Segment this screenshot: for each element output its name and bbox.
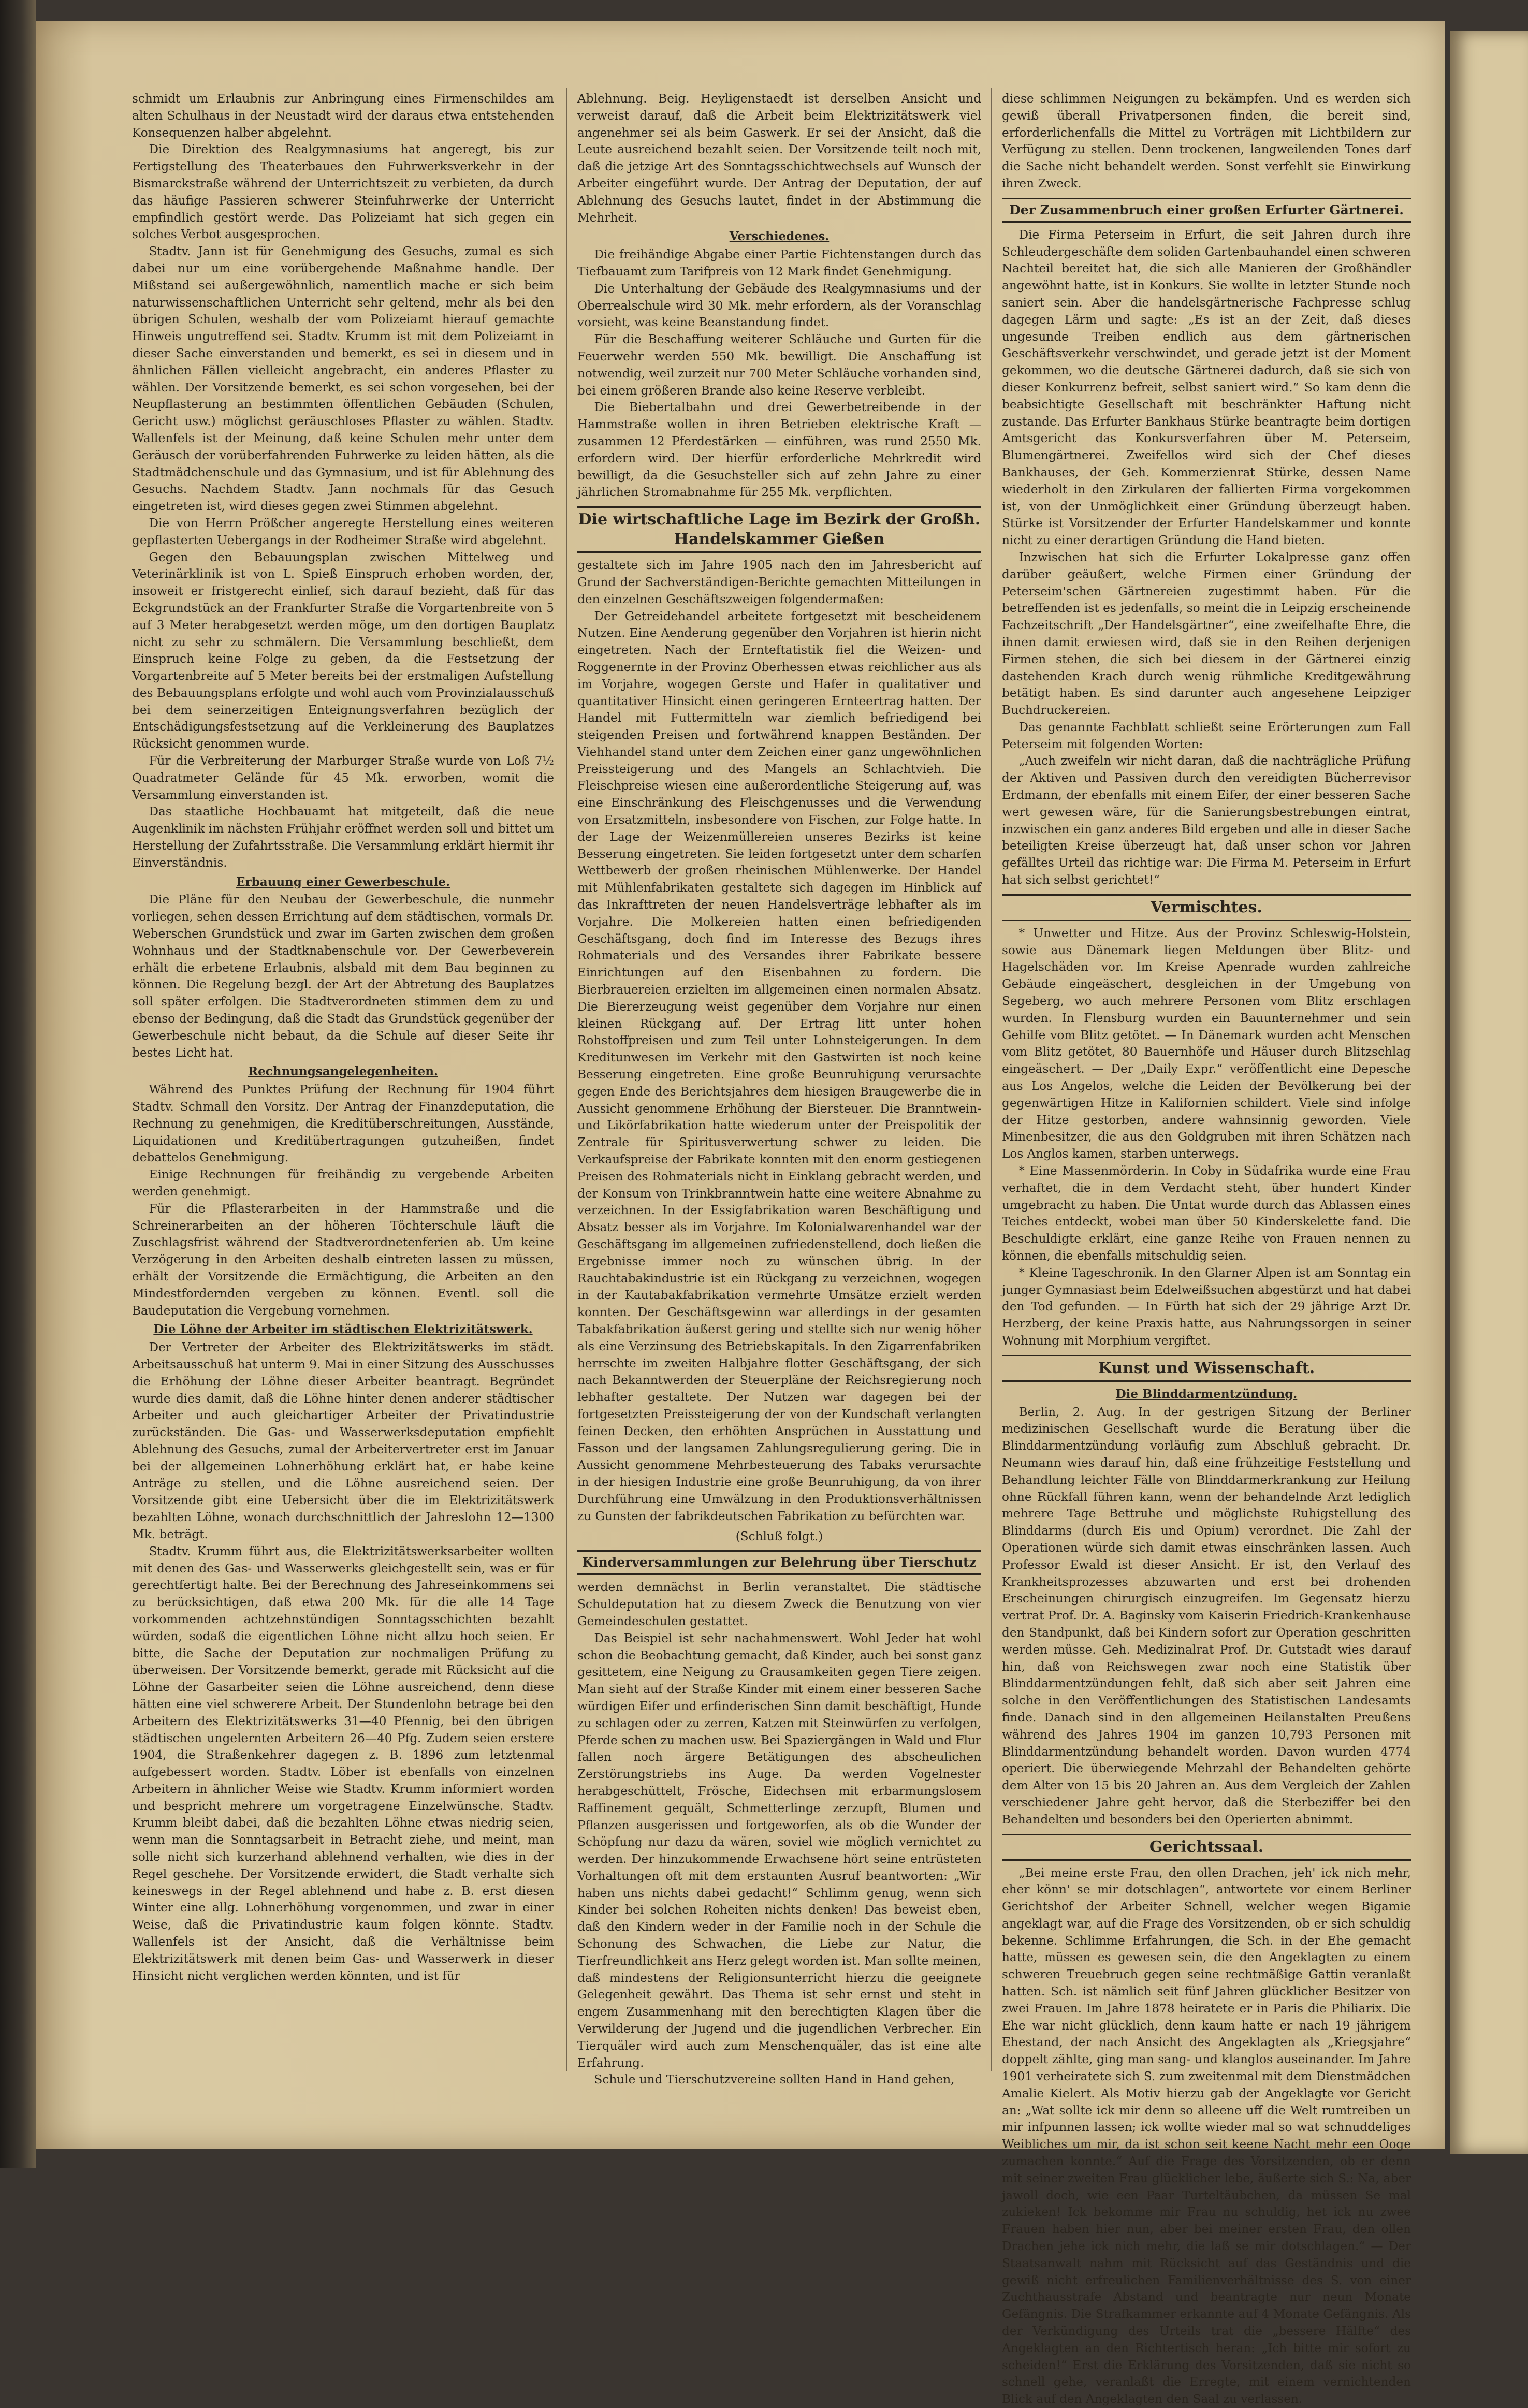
column-rule-2 [991,88,992,2071]
paragraph: schmidt um Erlaubnis zur Anbringung eines Firmenschildes am alten Schulhaus in der Neustadt wird der daraus etwa entstehenden Konsequenzen halber abgelehnt. [132,91,554,141]
paragraph: Die von Herrn Prößcher angeregte Herstellung eines weiteren gepflasterten Uebergangs in der Rodheimer Straße wird abgelehnt. [132,515,554,549]
paragraph: Einige Rechnungen für freihändig zu vergebende Arbeiten werden genehmigt. [132,1166,554,1201]
paragraph: Ablehnung. Beig. Heyligenstaedt ist derselben Ansicht und verweist darauf, daß die Arbeit beim Elektrizitätswerk viel angenehmer sei als beim Gaswerk. Er sei der Ansicht, daß die Leute ausreichend bezahlt seien. Der Vorsitzende teilt noch mit, daß die jetzige Art des Sonntagsschichtwechsels auf Wunsch der Arbeiter eingeführt wurde. Der Antrag der Deputation, der auf Ablehnung des Gesuchs lautet, findet in der Abstimmung die Mehrheit. [577,91,981,226]
paragraph: Der Vertreter der Arbeiter des Elektrizitätswerks im städt. Arbeitsausschuß hat unterm 9. Mai in einer Sitzung des Ausschusses die Erhöhung der Löhne dieser Arbeiter beantragt. Begründet wurde dies damit, daß die Löhne hinter denen anderer städtischer Arbeiter und auch gleichartiger Arbeiter der Privatindustrie zurückständen. Die Gas- und Wasserwerksdeputation empfiehlt Ablehnung des Gesuchs, zumal der Arbeitervertreter erst im Januar bei der allgemeinen Lohnerhöhung erklärt hat, er habe keine Anträge zu stellen, und die Löhne ausreichend seien. Der Vorsitzende gibt eine Uebersicht über die im Elektrizitätswerk bezahlten Löhne, wonach durchschnittlich der Jahreslohn 12—1300 Mk. beträgt. [132,1339,554,1543]
article-headline: Kinderversammlungen zur Belehrung über Tierschutz [577,1550,981,1575]
paragraph: Die Biebertalbahn und drei Gewerbetreibende in der Hammstraße wollen in ihren Betrieben elektrische Kraft — zusammen 12 Pferdestärken — einführen, was rund 2550 Mk. erfordern wird. Der hierfür erforderliche Mehrkredit wird bewilligt, da die Gesuchsteller sich auf zehn Jahre zu einer jährlichen Stromabnahme für 255 Mk. verpflichten. [577,399,981,501]
paragraph: Für die Beschaffung weiterer Schläuche und Gurten für die Feuerwehr werden 550 Mk. bewilligt. Die Anschaffung ist notwendig, weil zurzeit nur 700 Meter Schläuche vorhanden sind, bei einem größeren Brande also keine Reserve verbleibt. [577,331,981,399]
paragraph: Stadtv. Jann ist für Genehmigung des Gesuchs, zumal es sich dabei nur um eine vorübergehende Maßnahme handle. Der Mißstand sei außergewöhnlich, namentlich mache er sich beim naturwissenschaftlichen Unterricht sehr geltend, mehr als bei den übrigen Schulen, weshalb der vom Polizeiamt hierauf gemachte Hinweis ungutreffend sei. Stadtv. Krumm ist mit dem Polizeiamt in dieser Sache einverstanden und bemerkt, es sei in diesem und in ähnlichen Fällen vielleicht angebracht, ein anderes Pflaster zu wählen. Der Vorsitzende bemerkt, es sei schon vorgesehen, bei der Neupflasterung an bestimmten öffentlichen Gebäuden (Schulen, Gericht usw.) möglichst geräuschloses Pflaster zu wählen. Stadtv. Wallenfels ist der Meinung, daß keine Schulen mehr unter dem Geräusch der vorüberfahrenden Fuhrwerke zu leiden hätten, als die Stadtmädchenschule und das Gymnasium, und ist für Ablehnung des Gesuchs. Nachdem Stadtv. Jann nochmals für das Gesuch eingetreten ist, wird dieses gegen zwei Stimmen abgelehnt. [132,243,554,515]
column-2 [577,91,981,2068]
paragraph: diese schlimmen Neigungen zu bekämpfen. Und es werden sich gewiß überall Privatpersonen finden, die bereit sind, erforderlichenfalls die Mittel zu Vorträgen mit Lichtbildern zur Verfügung zu stellen. Denn trockenen, langweilenden Tones darf die Sache nicht behandelt werden. Sonst verfehlt sie Einwirkung ihren Zweck. [1002,91,1411,193]
paragraph: * Eine Massenmörderin. In Coby in Südafrika wurde eine Frau verhaftet, die in dem Verdacht steht, über hundert Kinder umgebracht zu haben. Die Untat wurde durch das Ablassen eines Teiches entdeckt, wobei man über 50 Kinderskelette fand. Die Beschuldigte erklärt, eine ganze Reihe von Frauen nennen zu können, die ebenfalls mitschuldig seien. [1002,1163,1411,1265]
column-3 [1002,91,1411,2068]
paragraph: Während des Punktes Prüfung der Rechnung für 1904 führt Stadtv. Schmall den Vorsitz. Der Antrag der Finanzdeputation, die Rechnung zu genehmigen, die Kreditüberschreitungen, Ausstände, Liquidationen und Kreditübertragungen gutzuheißen, findet debattelos Genehmigung. [132,1082,554,1166]
continued-note: (Schluß folgt.) [577,1528,981,1545]
subheading: Erbauung einer Gewerbeschule. [132,874,554,891]
subheading: Verschiedenes. [577,228,981,245]
paragraph: Stadtv. Krumm führt aus, die Elektrizitätswerksarbeiter wollten mit denen des Gas- und Wasserwerks gleichgestellt sein, was er für gerechtfertigt halte. Bei der Berechnung des Jahreseinkommens sei zu berücksichtigen, daß etwa 200 Mk. für die alle 14 Tage vorkommenden achtzehnstündigen Sonntagsschichten bezahlt würden, sodaß die eigentlichen Löhne nicht allzu hoch seien. Er bitte, die Sache der Deputation zur nochmaligen Prüfung zu überweisen. Der Vorsitzende bemerkt, gerade mit Rücksicht auf die Löhne der Gasarbeiter seien die Löhne ausreichend, denn diese hätten eine viel schwerere Arbeit. Der Stundenlohn betrage bei den Arbeitern des Elektrizitätswerks 31—40 Pfennig, bei den übrigen städtischen ungelernten Arbeitern 26—40 Pfg. Zudem seien erstere 1904, die Straßenkehrer dagegen z. B. 1896 zum letztenmal aufgebessert worden. Stadtv. Löber ist ebenfalls von einzelnen Arbeitern in ähnlicher Weise wie Stadtv. Krumm informiert worden und bespricht mehrere um vorgetragene Einzelwünsche. Stadtv. Krumm bleibt dabei, daß die bezahlten Löhne etwas niedrig seien, wenn man die Sonntagsarbeit in Betracht ziehe, und meint, man solle nicht sich kurzerhand ablehnend verhalten, wie dies in der Regel geschehe. Der Vorsitzende erwidert, die Stadt verhalte sich keineswegs in der Regel ablehnend und habe z. B. erst diesen Winter eine allg. Lohnerhöhung vorgenommen, und zwar in einer Weise, daß die Privatindustrie kaum folgen könnte. Stadtv. Wallenfels ist der Ansicht, daß die Verhältnisse beim Elektrizitätswerk mit denen beim Gas- und Wasserwerk in dieser Hinsicht nicht verglichen werden könnten, und ist für [132,1543,554,1985]
paragraph: Die Pläne für den Neubau der Gewerbeschule, die nunmehr vorliegen, sehen dessen Errichtung auf dem städtischen, vormals Dr. Weberschen Grundstück und zwar im Garten zwischen dem großen Wohnhaus und der Stadtknabenschule vor. Der Gewerbeverein erhält die erbetene Erlaubnis, alsbald mit dem Bau beginnen zu können. Die Regelung bezgl. der Art der Abtretung des Bauplatzes soll später erfolgen. Die Stadtverordneten stimmen dem zu und ebenso der Bedingung, daß die Stadt das Grundstück gegenüber der Gewerbeschule nicht bebaut, da die Schule auf dieser Seite ihr bestes Licht hat. [132,892,554,1061]
section-headline: Vermischtes. [1002,894,1411,921]
section-headline: Kunst und Wissenschaft. [1002,1355,1411,1382]
paragraph: Schule und Tierschutzvereine sollten Hand in Hand gehen, [577,2071,981,2089]
paragraph: Die Firma Peterseim in Erfurt, die seit Jahren durch ihre Schleudergeschäfte dem soliden Gartenbauhandel einen schweren Nachteil bereitet hat, die sich alle Manieren der Großhändler angewöhnt hatte, ist in Konkurs. Sie wollte in letzter Stunde noch saniert sein. Aber die handelsgärtnerische Fachpresse schlug dagegen Lärm und sagte: „Es ist an der Zeit, daß dieses ungesunde Treiben endlich aus dem gärtnerischen Geschäftsverkehr verschwindet, und gerade jetzt ist der Moment gekommen, wo die deutsche Gärtnerei dadurch, daß sie sich von dieser Konkurrenz befreit, selbst saniert wird.“ So kam denn die beabsichtigte Gesellschaft mit beschränkter Haftung nicht zustande. Das Erfurter Bankhaus Stürke beantragte beim dortigen Amtsgericht das Konkursverfahren über M. Peterseim, Blumengärtnerei. Zweifellos wird sich der Chef dieses Bankhauses, der Geh. Kommerzienrat Stürke, dessen Name wiederholt in den Zirkularen der fallierten Firma vorgekommen ist, von der Unmöglichkeit einer Gründung überzeugt haben. Stürke ist Vorsitzender der Erfurter Handelskammer und konnte nicht zu einer derartigen Gründung die Hand bieten. [1002,227,1411,549]
section-headline: Gerichtssaal. [1002,1834,1411,1861]
paragraph: Berlin, 2. Aug. In der gestrigen Sitzung der Berliner medizinischen Gesellschaft wurde die Beratung über die Blinddarmentzündung vorläufig zum Abschluß gebracht. Dr. Neumann wies darauf hin, daß eine frühzeitige Feststellung und Behandlung leichter Fälle von Blinddarmerkrankung zur Heilung ohne Rückfall führen kann, wenn der behandelnde Arzt lediglich mehrere Tage Bettruhe und möglichste Ruhigstellung des Blinddarms (durch Eis und Opium) verordnet. Die Zahl der Operationen würde sich damit etwas einschränken lassen. Auch Professor Ewald ist dieser Ansicht. Er ist, den Verlauf des Krankheitsprozesses abzuwarten und erst bei drohenden Erscheinungen chirurgisch einzugreifen. Im Gegensatz hierzu vertrat Prof. Dr. A. Baginsky vom Kaiserin Friedrich-Krankenhause den Standpunkt, daß bei Kindern sofort zur Operation geschritten werden müsse. Geh. Medizinalrat Prof. Dr. Gutstadt wies darauf hin, daß von Reichswegen zwar noch eine Statistik über Blinddarmentzündungen fehlt, daß sich aber seit Jahren eine solche in den Veröffentlichungen des Statistischen Landesamts finde. Danach sind in den allgemeinen Heilanstalten Preußens während des Jahres 1904 im ganzen 10,793 Personen mit Blinddarmentzündung behandelt worden. Davon wurden 4774 operiert. Die überwiegende Mehrzahl der Behandelten gehörte dem Alter von 15 bis 20 Jahren an. Aus dem Vergleich der Zahlen verschiedener Jahre geht hervor, daß die Sterbeziffer bei den Behandelten und besonders bei den Operierten abnimmt. [1002,1404,1411,1829]
paragraph: Gegen den Bebauungsplan zwischen Mittelweg und Veterinärklinik ist von L. Spieß Einspruch erhoben worden, der, insoweit er fristgerecht einlief, sich darauf bezieht, daß für das Eckgrundstück an der Frankfurter Straße die Vorgartenbreite von 5 auf 3 Meter herabgesetzt werden möge, um den dortigen Bauplatz nicht zu sehr zu schmälern. Die Versammlung beschließt, dem Einspruch keine Folge zu geben, da die Festsetzung der Vorgartenbreite auf 5 Meter bereits bei der erstmaligen Aufstellung des Bebauungsplans erfolgte und wohl auch vom Provinzialausschuß bei dem seinerzeitigen Enteignungsverfahren bezüglich der Entschädigungsfestsetzung auf die Verkleinerung des Bauplatzes Rücksicht genommen wurde. [132,549,554,753]
paragraph: * Kleine Tageschronik. In den Glarner Alpen ist am Sonntag ein junger Gymnasiast beim Edelweißsuchen abgestürzt und hat dabei den Tod gefunden. — In Fürth hat sich der 29 jährige Arzt Dr. Herzberg, der keine Praxis hatte, aus Nahrungssorgen in seiner Wohnung mit Morphium vergiftet. [1002,1265,1411,1350]
paragraph: „Auch zweifeln wir nicht daran, daß die nachträgliche Prüfung der Aktiven und Passiven durch den vereidigten Bücherrevisor Erdmann, der ebenfalls mit einem Eifer, der einer besseren Sache wert gewesen wäre, für die Sanierungsbestrebungen eintrat, inzwischen ein ganz anderes Bild ergeben und alle in dieser Sache beteiligten Kreise überzeugt hat, daß unser schon vor Jahren gefälltes Urteil das richtige war: Die Firma M. Peterseim in Erfurt hat sich selbst gerichtet!“ [1002,753,1411,888]
subheading: Die Blinddarmentzündung. [1002,1386,1411,1403]
paragraph: Die Direktion des Realgymnasiums hat angeregt, bis zur Fertigstellung des Theaterbaues den Fuhrwerksverkehr in der Bismarckstraße während der Unterrichtszeit zu verbieten, da durch das häufige Passieren schwerer Steinfuhrwerke der Unterricht empfindlich gestört werde. Das Polizeiamt hat sich gegen ein solches Verbot ausgesprochen. [132,141,554,243]
article-headline: Der Zusammenbruch einer großen Erfurter Gärtnerei. [1002,198,1411,223]
paragraph: Das genannte Fachblatt schließt seine Erörterungen zum Fall Peterseim mit folgenden Worten: [1002,719,1411,753]
paragraph: Das staatliche Hochbauamt hat mitgeteilt, daß die neue Augenklinik im nächsten Frühjahr eröffnet werden soll und bittet um Herstellung der Zufahrtsstraße. Die Versammlung erklärt hiermit ihr Einverständnis. [132,804,554,871]
paragraph: Für die Verbreiterung der Marburger Straße wurde von Loß 7½ Quadratmeter Gelände für 45 Mk. erworben, womit die Versammlung einverstanden ist. [132,753,554,804]
paragraph: gestaltete sich im Jahre 1905 nach den im Jahresbericht auf Grund der Sachverständigen-Berichte gemachten Mitteilungen in den einzelnen Geschäftszweigen folgendermaßen: [577,557,981,608]
paragraph: werden demnächst in Berlin veranstaltet. Die städtische Schuldeputation hat zu diesem Zweck die Benutzung von vier Gemeindeschulen gestattet. [577,1579,981,1630]
adjacent-page-edge [1450,31,1528,2154]
paragraph: Die Unterhaltung der Gebäude des Realgymnasiums und der Oberrealschule wird 30 Mk. mehr erfordern, als der Voranschlag vorsieht, was keine Beanstandung findet. [577,281,981,331]
paragraph: Inzwischen hat sich die Erfurter Lokalpresse ganz offen darüber geäußert, welche Firmen einer Gründung der Peterseim'schen Gärtnereien zugestimmt haben. Für die betreffenden ist es jedenfalls, so meint die in Leipzig erscheinende Fachzeitschrift „Der Handelsgärtner“, eine zweifelhafte Ehre, die ihnen damit erwiesen wird, daß sie in den Reihen derjenigen Firmen stehen, die sich bei diesem in der Gärtnerei einzig dastehenden Krach durch wenig rühmliche Kreditgewährung betätigt haben. Es sind darunter auch angesehene Leipziger Buchdruckereien. [1002,549,1411,719]
paragraph: * Unwetter und Hitze. Aus der Provinz Schleswig-Holstein, sowie aus Dänemark liegen Meldungen über Blitz- und Hagelschäden vor. Im Kreise Apenrade wurden zahlreiche Gebäude eingeäschert, desgleichen in der Umgebung von Segeberg, wo auch mehrere Personen vom Blitz erschlagen wurden. In Flensburg wurden ein Bauunternehmer und sein Gehilfe vom Blitz getötet. — In Dänemark wurden acht Menschen vom Blitz getötet, 80 Bauernhöfe und Häuser durch Blitzschlag eingeäschert. — Der „Daily Expr.“ veröffentlicht eine Depesche aus Los Angelos, welche die Leiden der Bevölkerung bei der gegenwärtigen Hitze in Kalifornien schildert. Viele sind infolge der Hitze gestorben, andere wahnsinnig geworden. Viele Minenbesitzer, die aus den Goldgruben mit ihren Schätzen nach Los Anglos kamen, starben unterwegs. [1002,925,1411,1163]
paragraph: Das Beispiel ist sehr nachahmenswert. Wohl Jeder hat wohl schon die Beobachtung gemacht, daß Kinder, auch bei sonst ganz gesittetem, eine Neigung zu Grausamkeiten gegen Tiere zeigen. Man sieht auf der Straße Kinder mit einem einer besseren Sache würdigen Eifer und erfinderischen Sinn damit beschäftigt, Hunde zu schlagen oder zu zerren, Katzen mit Steinwürfen zu verfolgen, Pferde schen zu machen usw. Bei Spaziergängen in Wald und Flur fallen noch ärgere Betätigungen des abscheulichen Zerstörungstriebs ins Auge. Da werden Vogelnester herabgeschüttelt, Frösche, Eidechsen mit erbarmungslosem Raffinement gequält, Schmetterlinge zerzupft, Blumen und Pflanzen ausgerissen und fortgeworfen, als ob die Wunder der Schöpfung nur dazu da wären, soviel wie möglich vernichtet zu werden. Der hinzukommende Erwachsene hört seine entrüsteten Vorhaltungen oft mit dem erstaunten Ausruf beantworten: „Wir haben uns nichts dabei gedacht!“ Schlimm genug, wenn sich Kinder bei solchen Roheiten nichts denken! Das beweist eben, daß den Kindern weder in der Familie noch in der Schule die Schonung des Schwachen, die Liebe zur Natur, die Tierfreundlichkeit ans Herz gelegt worden ist. Man sollte meinen, daß mindestens der Religionsunterricht hierzu die geeignete Gelegenheit gewährt. Das Thema ist sehr ernst und steht in engem Zusammenhang mit den berechtigten Klagen über die Verwilderung der Jugend und die jugendlichen Verbrecher. Ein Tierquäler wird auch zum Menschenquäler, das ist eine alte Erfahrung. [577,1630,981,2072]
paragraph: Der Getreidehandel arbeitete fortgesetzt mit bescheidenem Nutzen. Eine Aenderung gegenüber den Vorjahren ist hierin nicht eingetreten. Nach der Ernteftatistik fiel die Weizen- und Roggenernte in der Provinz Oberhessen etwas reichlicher aus als im Vorjahre, wogegen Gerste und Hafer in qualitativer und quantitativer Hinsicht einen geringeren Ernteertrag hatten. Der Handel mit Futtermitteln war ziemlich befriedigend bei steigenden Preisen und fortwährend knappen Beständen. Der Viehhandel stand unter dem Zeichen einer ganz ungewöhnlichen Preissteigerung und des Mangels an Schlachtvieh. Die Fleischpreise wiesen eine außerordentliche Steigerung auf, was eine Einschränkung des Fleischgenusses und die Verwendung von Ersatzmitteln, insbesondere von Fischen, zur Folge hatte. In der Lage der Weizenmüllereien unseres Bezirks ist keine Besserung eingetreten. Sie leiden fortgesetzt unter dem scharfen Wettbewerb der großen rheinischen Mühlenwerke. Der Handel mit Mühlenfabrikaten gestaltete sich dagegen im Hinblick auf das Inkrafttreten der neuen Handelsverträge lebhafter als im Vorjahre. Die Molkereien hatten einen befriedigenden Geschäftsgang, doch find im Interesse des Bezugs ihres Rohmaterials und des Versandes ihrer Fabrikate bessere Einrichtungen auf den Eisenbahnen zu fordern. Die Bierbrauereien erzielten im allgemeinen einen normalen Absatz. Die Biererzeugung weist gegenüber dem Vorjahre nur einen kleinen Rückgang auf. Der Ertrag litt unter hohen Rohstoffpreisen und zum Teil unter Lohnsteigerungen. In dem Kreditunwesen im Verkehr mit den Gastwirten ist noch keine Besserung eingetreten. Eine große Beunruhigung verursachte gegen Ende des Berichtsjahres dem hiesigen Braugewerbe die in Aussicht genommene Erhöhung der Biersteuer. Die Branntwein- und Likörfabrikation hatte wiederum unter der Preispolitik der Zentrale für Spiritusverwertung schwer zu leiden. Die Verkaufspreise der Fabrikate konnten mit den enorm gestiegenen Preisen des Rohmaterials nicht in Einklang gebracht werden, und der Konsum von Trinkbranntwein hatte eine weitere Abnahme zu verzeichnen. In der Essigfabrikation waren Beschäftigung und Absatz besser als im Vorjahre. Im Kolonialwarenhandel war der Geschäftsgang im allgemeinen zufriedenstellend, doch ließen die Ergebnisse immer noch zu wünschen übrig. In der Rauchtabakindustrie ist ein Rückgang zu verzeichnen, wogegen in der Kautabakfabrikation vermehrte Umsätze erzielt werden konnten. Der Geschäftsgewinn war allerdings in der gesamten Tabakfabrikation äußerst gering und stellte sich nur wenig höher als eine Verzinsung des Betriebskapitals. In den Zigarrenfabriken herrschte im zweiten Halbjahre flotter Geschäftsgang, der sich nach Bekanntwerden der Steuerpläne der Reichsregierung noch lebhafter gestaltete. Der Nutzen war dagegen bei der fortgesetzten Preissteigerung der von der Kundschaft verlangten feinen Decken, den erhöhten Ansprüchen in Ausstattung und Fasson und der langsamen Zahlungsregulierung gering. Die in Aussicht genommene Mehrbesteuerung des Tabaks verursachte in der hiesigen Industrie eine große Beunruhigung, da von ihrer Durchführung eine Umwälzung in den Produktionsverhältnissen zu Gunsten der fabrikdeutschen Fabrikation zu befürchten war. [577,608,981,1525]
subheading: Die Löhne der Arbeiter im städtischen Elektrizitätswerk. [132,1321,554,1338]
paragraph: Die freihändige Abgabe einer Partie Fichtenstangen durch das Tiefbauamt zum Tarifpreis von 12 Mark findet Genehmigung. [577,246,981,281]
column-1 [132,91,554,2068]
column-rule-1 [566,88,567,2071]
paragraph: „Bei meine erste Frau, den ollen Drachen, jeh' ick nich mehr, eher könn' se mir dotschlagen“, antwortete vor einem Berliner Gerichtshof der Arbeiter Schnell, welcher wegen Bigamie angeklagt war, auf die Frage des Vorsitzenden, ob er sich schuldig bekenne. Schlimme Erfahrungen, die Sch. in der Ehe gemacht hatte, müssen es gewesen sein, die den Angeklagten zu einem schweren Treuebruch gegen seine rechtmäßige Gattin veranlaßt hatten. Sch. ist nämlich seit fünf Jahren glücklicher Besitzer von zwei Frauen. Im Jahre 1878 heiratete er in Paris die Philiarix. Die Ehe war nicht glücklich, denn kaum hatte er nach 19 jährigem Ehestand, der nach Ansicht des Angeklagten als „Kriegsjahre“ doppelt zählte, ging man sang- und klanglos auseinander. Im Jahre 1901 verheiratete sich S. zum zweitenmal mit dem Dienstmädchen Amalie Kielert. Als Motiv hierzu gab der Angeklagte vor Gericht an: „Wat sollte ick mir denn so alleene uff die Welt rumtreiben un mir infpunnen lassen; ick wollte wieder mal so wat schnuddeliges Weibliches um mir, da ist schon seit keene Nacht mehr een Ooge zumachen konnte.“ Auf die Frage des Vorsitzenden, ob er denn mit seiner zweiten Frau glücklicher lebe, äußerte sich S.: Na, aber jawoll doch, wie een Paar Turteltäubchen, da müssen Se mal zukieken! Ick bekomme mir Frau nu schuldig, het ick nu zwee Frauen haben hier nun, aber bei meiner ersten Frau, den ollen Drachen jehe ick nich mehr, die laß se mir dotschlagen.“ — Der Staatsanwalt nahm mit Rücksicht auf das Geständnis und die gewiß nicht erfreulichen Familienverhältnisse des S. von einer Zuchthausstrafe Abstand und beantragte nur neun Monate Gefängnis. Die Strafkammer erkannte auf 4 Monate Gefängnis. Als der Verkündigung des Urteils trat die „bessere Hälfte“ des Angeklagten an den Richtertisch heran: „Ich bitte mir sofort zu scheiden!“ Erst die Erklärung des Vorsitzenden, daß sie nicht so schnell gehe, veranlaßt die Erregte, mit einem vernichtenden Blick auf den Angeklagten den Saal zu verlassen. [1002,1865,1411,2408]
subheading: Rechnungsangelegenheiten. [132,1063,554,1081]
book-binding-shadow [0,0,36,2168]
article-headline: Die wirtschaftliche Lage im Bezirk der Großh. Handelskammer Gießen [577,506,981,553]
paragraph: Für die Pflasterarbeiten in der Hammstraße und die Schreinerarbeiten an der höheren Töchterschule läuft die Zuschlagsfrist während der Stadtverordnetenferien ab. Um keine Verzögerung in den Arbeiten deshalb eintreten lassen zu müssen, erhält der Vorsitzende die Ermächtigung, die Arbeiten an den Mindestfordernden vergeben zu können. Eventl. soll die Baudeputation die Vergebung vornehmen. [132,1201,554,1320]
